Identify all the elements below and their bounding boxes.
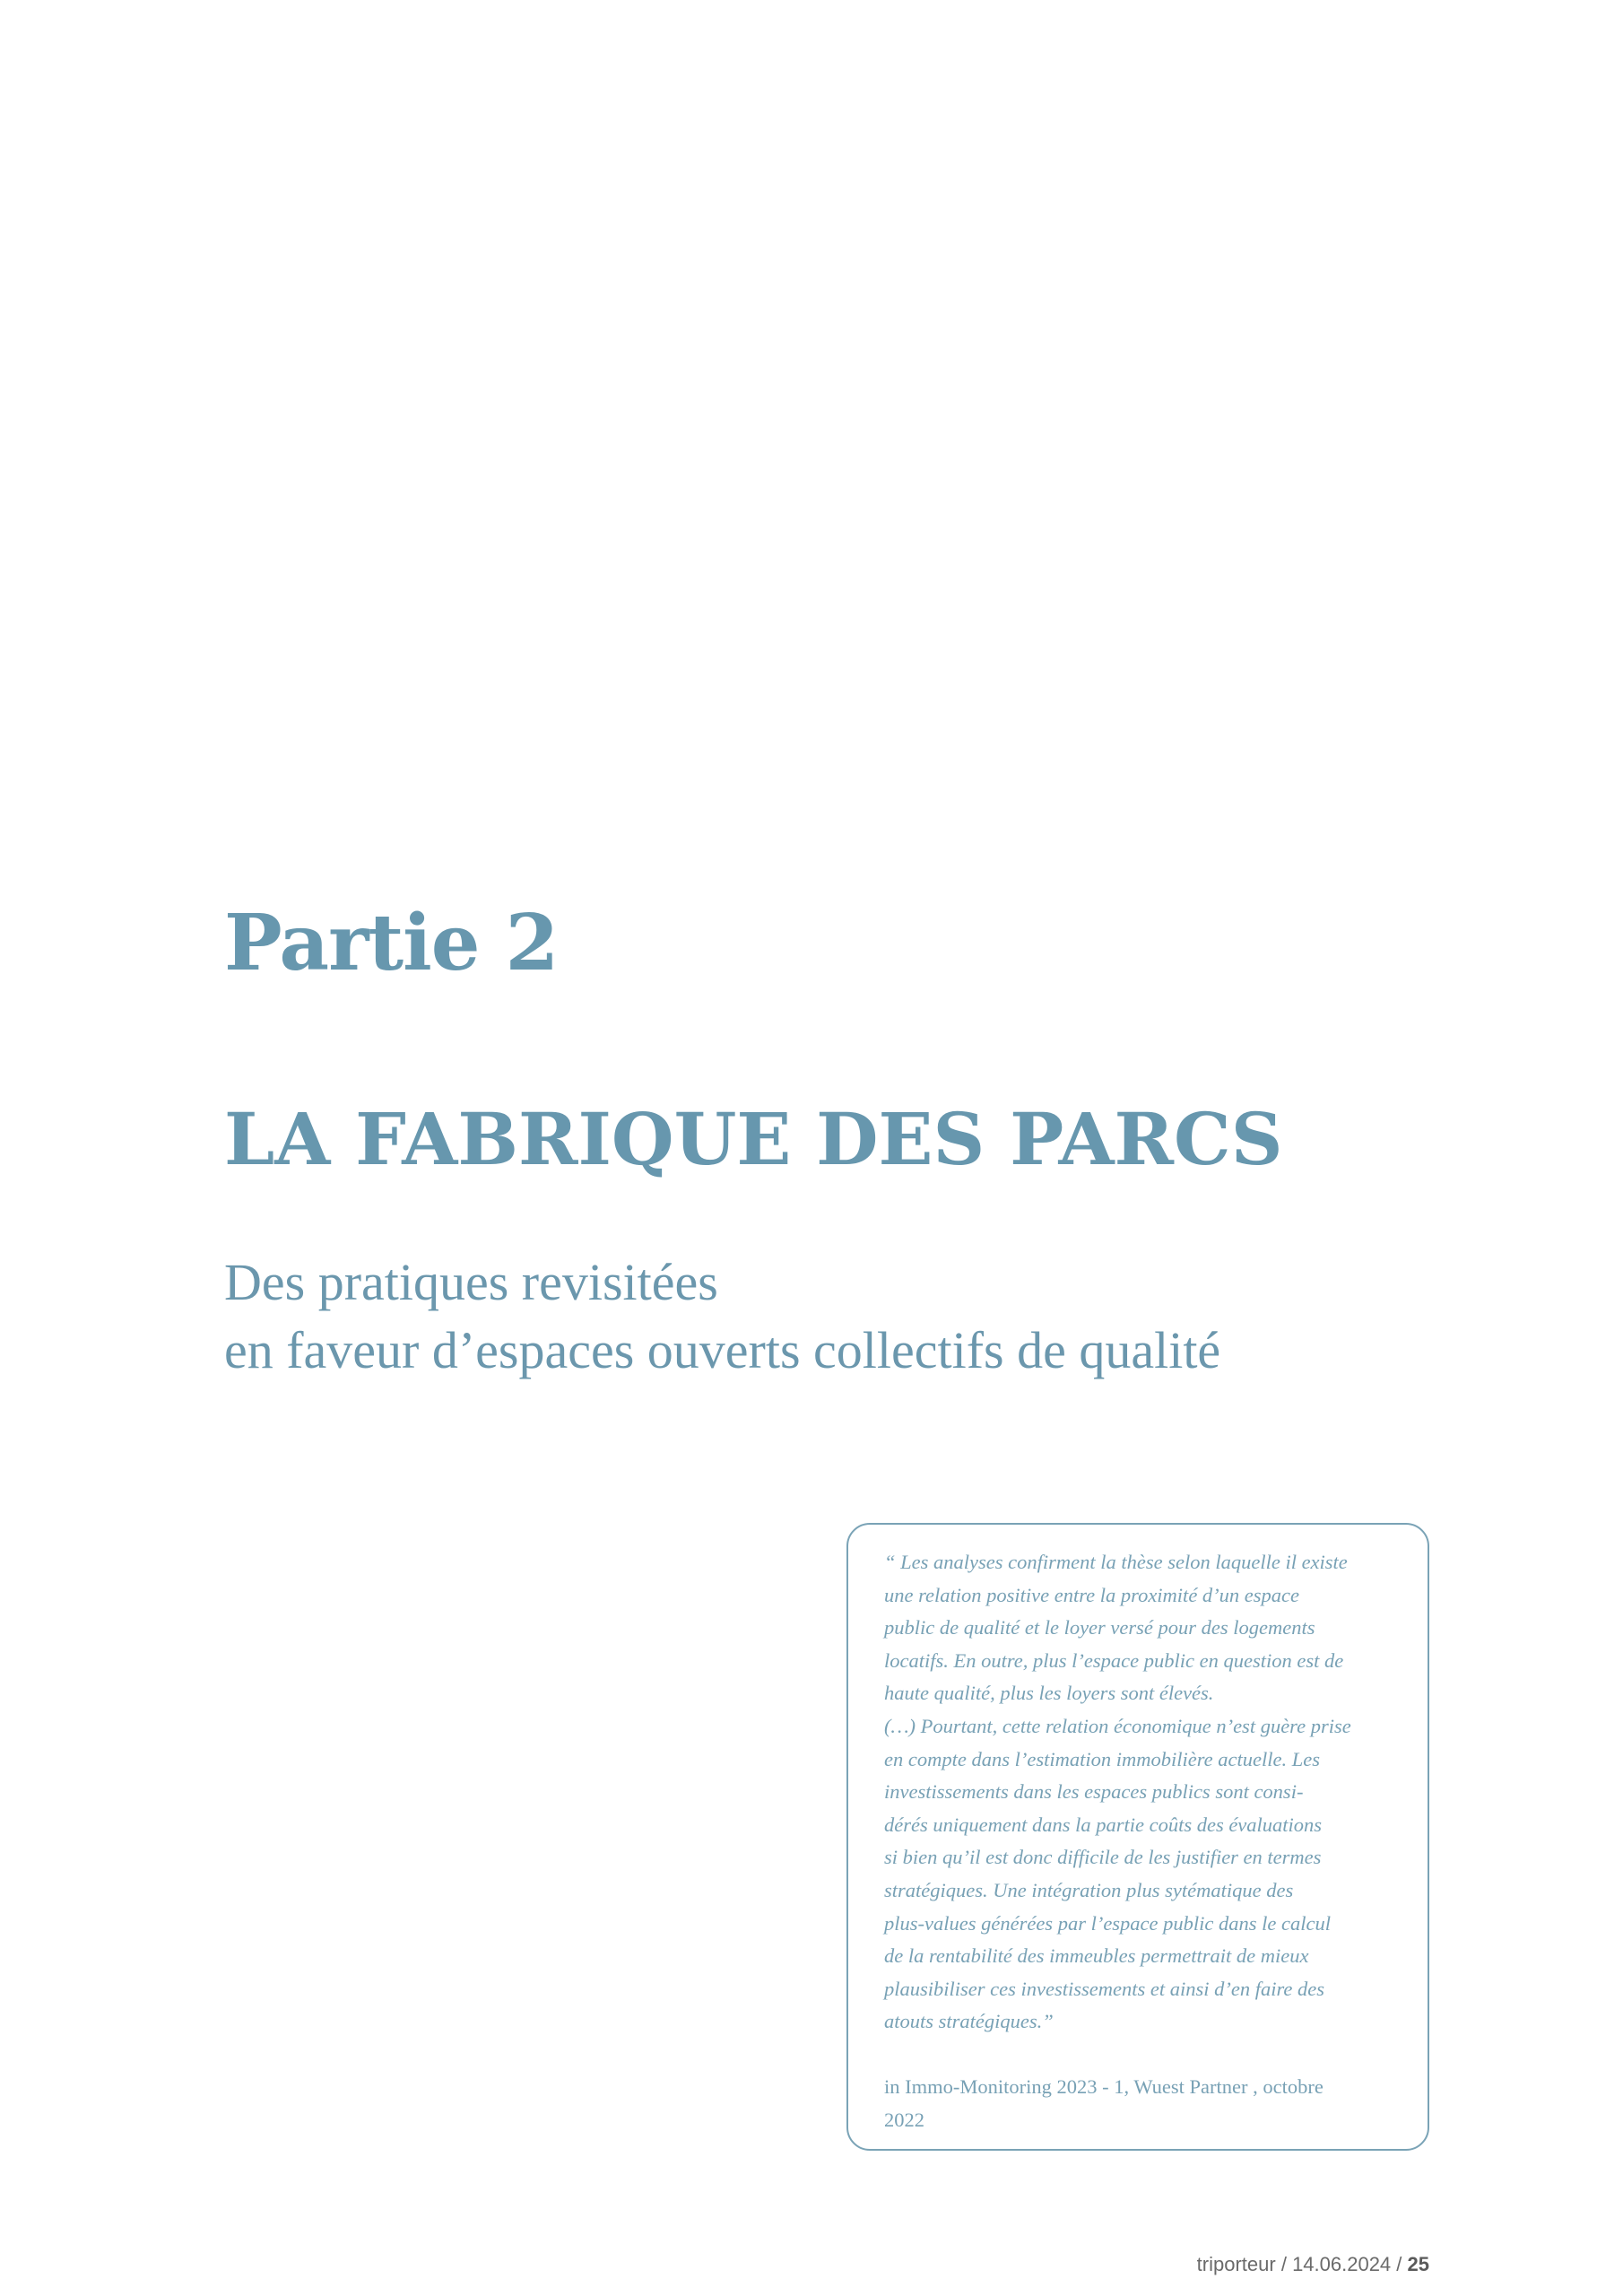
quote-source [884,2071,1401,2136]
quote-line: stratégiques. Une intégration plus sytématique des [884,1878,1294,1901]
quote-source-line-2: 2022 [884,2108,924,2131]
quote-line: plus-values générées par l’espace public dans le calcul [884,1911,1331,1935]
part-label: Partie 2 [224,898,559,988]
quote-line: public de qualité et le loyer versé pour des logements [884,1616,1315,1639]
quote-line: investissements dans les espaces publics sont consi- [884,1780,1304,1804]
footer-publication: triporteur [1196,2253,1276,2275]
quote-line: locatifs. En outre, plus l’espace public en question est de [884,1648,1344,1672]
quote-source-line-1: in Immo-Monitoring 2023 - 1, Wuest Partner , octobre [884,2074,1324,2098]
subtitle-line-2: en faveur d’espaces ouverts collectifs de qualité [224,1321,1221,1379]
main-title: LA FABRIQUE DES PARCS [224,1097,1283,1181]
page-number: 25 [1407,2253,1429,2275]
footer-separator: / [1391,2253,1408,2275]
subtitle-line-1: Des pratiques revisitées [224,1253,718,1311]
footer-separator: / [1275,2253,1293,2275]
quote-line: de la rentabilité des immeubles permettrait de mieux [884,1944,1309,1968]
quote-text [884,1546,1401,2039]
quote-line: (…) Pourtant, cette relation économique n’est guère prise [884,1714,1351,1737]
quote-line: haute qualité, plus les loyers sont élevés. [884,1682,1214,1705]
quote-line: atouts stratégiques.” [884,2010,1054,2033]
quote-box [846,1523,1429,2151]
quote-line: “ Les analyses confirment la thèse selon laquelle il existe [884,1551,1348,1573]
quote-line: plausibiliser ces investissements et ainsi d’en faire des [884,1977,1324,2000]
quote-line: une relation positive entre la proximité d’un espace [884,1583,1300,1606]
quote-line: si bien qu’il est donc difficile de les justifier en termes [884,1846,1322,1869]
footer-date: 14.06.2024 [1292,2253,1392,2275]
quote-line: en compte dans l’estimation immobilière actuelle. Les [884,1747,1320,1770]
subtitle [224,1248,1220,1385]
page-footer [1197,2251,1429,2278]
quote-line: dérés uniquement dans la partie coûts des évaluations [884,1813,1323,1836]
